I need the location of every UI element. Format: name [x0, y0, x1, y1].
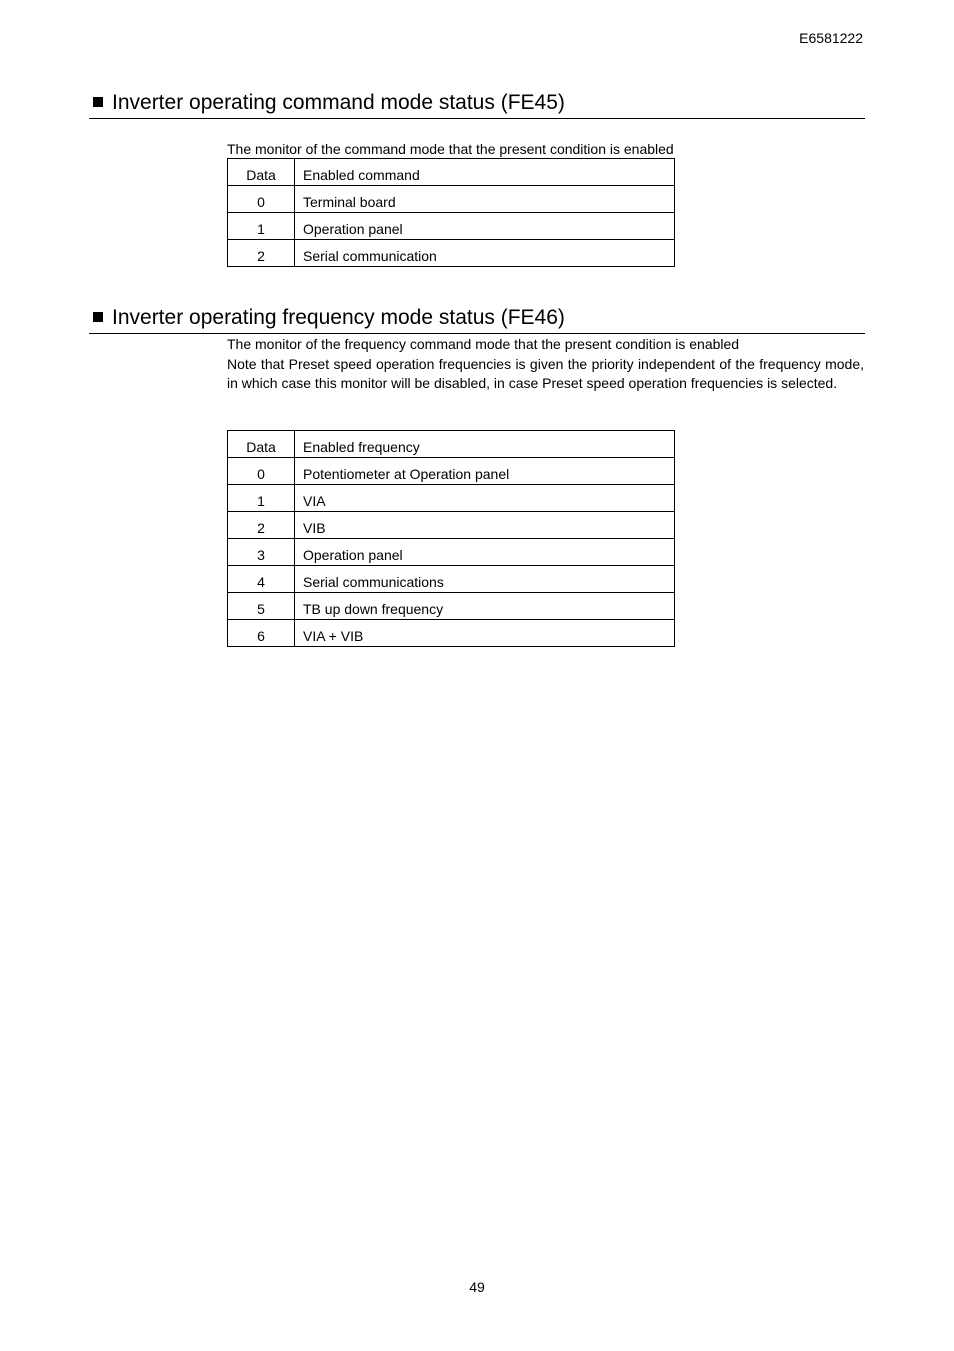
- section-description-fe45: The monitor of the command mode that the present condition is enabled: [227, 141, 674, 157]
- table-cell-description: Serial communications: [295, 566, 675, 593]
- table-cell-data: 0: [228, 186, 295, 213]
- table-cell-data: 4: [228, 566, 295, 593]
- table-cell-data: 0: [228, 458, 295, 485]
- table-cell-data: 2: [228, 512, 295, 539]
- table-header-row: [228, 431, 675, 458]
- table-cell-data: 1: [228, 485, 295, 512]
- section-title-fe46: Inverter operating frequency mode status (FE46): [112, 306, 565, 329]
- table-header-cell: Enabled command: [295, 159, 675, 186]
- table-row: [228, 458, 675, 485]
- table-cell-description: VIB: [295, 512, 675, 539]
- table-header-cell: Enabled frequency: [295, 431, 675, 458]
- table-row: [228, 512, 675, 539]
- table-row: [228, 566, 675, 593]
- table-header-cell: Data: [228, 159, 295, 186]
- table-cell-description: Terminal board: [295, 186, 675, 213]
- table-cell-description: Serial communication: [295, 240, 675, 267]
- section-heading-fe46: [89, 305, 865, 334]
- section-heading-fe45: [89, 90, 865, 119]
- table-cell-description: VIA: [295, 485, 675, 512]
- table-cell-data: 3: [228, 539, 295, 566]
- table-row: [228, 240, 675, 267]
- table-cell-description: Operation panel: [295, 213, 675, 240]
- section-title-fe45: Inverter operating command mode status (FE45): [112, 91, 565, 114]
- square-bullet-icon: [93, 312, 103, 322]
- table-row: [228, 620, 675, 647]
- table-header-row: [228, 159, 675, 186]
- table-row: [228, 485, 675, 512]
- table-row: [228, 213, 675, 240]
- table-row: [228, 593, 675, 620]
- table-row: [228, 539, 675, 566]
- table-cell-description: Operation panel: [295, 539, 675, 566]
- table-cell-data: 6: [228, 620, 295, 647]
- table-row: [228, 186, 675, 213]
- table-cell-data: 1: [228, 213, 295, 240]
- description-line: The monitor of the frequency command mode that the present condition is enabled: [227, 336, 740, 352]
- table-cell-data: 5: [228, 593, 295, 620]
- frequency-mode-table: [227, 430, 675, 647]
- section-description-fe46: [227, 335, 864, 394]
- document-id: E6581222: [799, 30, 863, 46]
- table-cell-description: VIA + VIB: [295, 620, 675, 647]
- table-cell-data: 2: [228, 240, 295, 267]
- table-cell-description: Potentiometer at Operation panel: [295, 458, 675, 485]
- table-cell-description: TB up down frequency: [295, 593, 675, 620]
- page-number: 49: [469, 1279, 485, 1295]
- square-bullet-icon: [93, 97, 103, 107]
- command-mode-table: [227, 158, 675, 267]
- description-note: Note that Preset speed operation frequencies is given the priority independent of the frequency mode, in which case this monitor will be disabled, in case Preset speed operation frequencies is selected.: [227, 355, 864, 391]
- table-header-cell: Data: [228, 431, 295, 458]
